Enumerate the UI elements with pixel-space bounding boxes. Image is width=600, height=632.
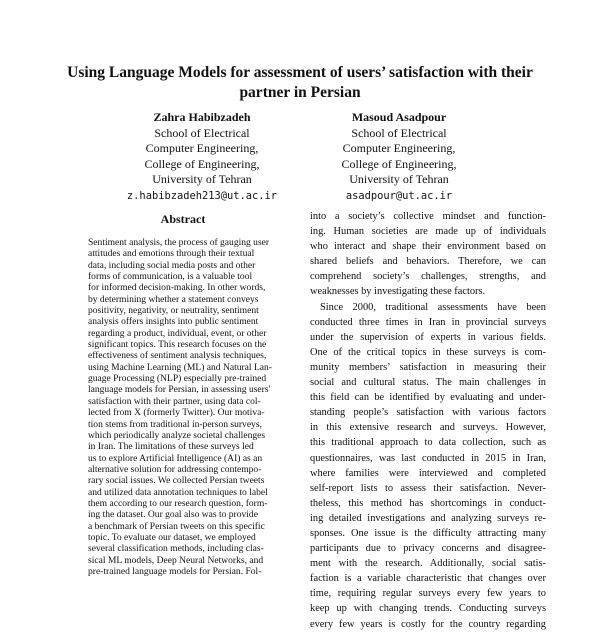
author-affiliation-line: School of Electrical: [154, 125, 250, 140]
abstract-line: sical ML models, Deep Neural Networks, and: [88, 554, 264, 566]
author-affiliation-line: Computer Engineering,: [342, 141, 456, 155]
body-line: theless, this method has shortcomings in conduct-: [310, 497, 546, 509]
abstract-line: us to explore Artificial Intelligence (AI) as an: [88, 452, 263, 464]
abstract-line: forms of communication, is a valuable tool: [88, 271, 253, 283]
author-affiliation-line: School of Electrical: [351, 125, 447, 140]
author-email: asadpour@ut.ac.ir: [345, 189, 453, 202]
abstract-line: alternative solution for addressing contempo-: [88, 463, 262, 475]
title-line: partner in Persian: [239, 84, 361, 101]
abstract-line: using Machine Learning (ML) and Natural Lan-: [88, 361, 272, 373]
author-name: Masoud Asadpour: [351, 110, 447, 124]
author-block: [112, 110, 292, 204]
body-line: sponses. One issue is the difficulty attracting many: [310, 527, 546, 539]
abstract-line: attitudes and emotions through their textual: [88, 248, 255, 260]
body-line: ment with the research. Additionally, social satis-: [310, 558, 546, 570]
abstract-line: analysis offers insights into public sentiment: [88, 316, 259, 328]
author-affiliation-line: College of Engineering,: [144, 156, 260, 171]
body-line: conducted three times in Iran in provincial surveys: [310, 316, 546, 328]
abstract-line: a benchmark of Persian tweets on this specific: [88, 520, 265, 532]
body-line: this field can be identified by evaluating and under-: [310, 392, 546, 404]
abstract-line: in Iran. The limitations of these surveys led: [88, 441, 254, 453]
author-affiliation-line: Computer Engineering,: [145, 141, 259, 155]
abstract-line: for informed decision-making. In other words,: [88, 282, 266, 294]
body-line: under the supervision of experts in various fields.: [310, 331, 546, 343]
body-line: where families were interviewed and completed: [310, 467, 546, 479]
author-block: [309, 110, 489, 204]
body-line: weaknesses by investigating these factors.: [310, 286, 486, 298]
body-line: social and cultural status. The main challenges in: [310, 377, 546, 389]
abstract-line: guage Processing (NLP) especially pre-trained: [88, 373, 267, 385]
body-line: questionnaires, was last conducted in 2015 in Iran,: [310, 452, 546, 464]
author-affiliation-line: University of Tehran: [349, 172, 449, 186]
body-line: ing. Human societies are made up of individuals: [310, 226, 546, 238]
body-line: in this extensive research and surveys. However,: [310, 422, 546, 434]
body-line: this traditional approach to data collection, such as: [310, 437, 546, 449]
body-line: participants due to privacy concerns and disagree-: [310, 543, 546, 555]
body-line: munity members’ satisfaction in measuring their: [310, 361, 546, 373]
author-email: z.habibzadeh213@ut.ac.ir: [126, 189, 278, 202]
abstract-line: rary social issues. We collected Persian tweets: [88, 475, 265, 487]
title-line: Using Language Models for assessment of users’ satisfaction with their: [67, 64, 533, 81]
body-line: Since 2000, traditional assessments have been: [320, 301, 546, 313]
abstract-line: and utilized data annotation techniques to label: [88, 486, 268, 498]
abstract-heading: Abstract: [160, 212, 206, 226]
body-line: faction is a variable characteristic that changes over: [310, 573, 546, 585]
abstract-line: positivity, negativity, or neutrality, sentiment: [88, 305, 259, 317]
author-affiliation-line: University of Tehran: [152, 172, 252, 186]
body-line: One of the critical topics in these surveys is com-: [310, 346, 546, 358]
abstract-line: regarding a product, individual, event, or other: [88, 327, 267, 339]
abstract-line: by determining whether a statement conveys: [88, 293, 259, 305]
body-line: every few years is costly for the country regarding: [310, 618, 546, 630]
body-line: into a society’s collective mindset and function-: [310, 211, 546, 222]
abstract-line: lected from X (formerly Twitter). Our motiva-: [88, 407, 265, 419]
author-affiliation-line: College of Engineering,: [341, 156, 457, 171]
paper-title: [60, 63, 540, 103]
abstract-line: Sentiment analysis, the process of gauging user: [88, 237, 270, 248]
body-line: standing people’s satisfaction with various factors: [310, 407, 546, 419]
body-line: keep up with changing trends. Conducting surveys: [310, 603, 546, 615]
abstract-line: satisfaction with their partner, using data col-: [88, 395, 261, 407]
abstract-line: language models for Persian, in assessing users': [88, 384, 271, 396]
abstract-line: ing the dataset. Our goal also was to provide: [88, 509, 258, 521]
body-line: ing detailed investigations and analyzing surveys re-: [310, 512, 546, 524]
abstract-line: tion stems from traditional in-person surveys,: [88, 418, 262, 430]
abstract-body: [88, 237, 278, 577]
body-line: shared beliefs and behaviors. Therefore, we can: [310, 256, 546, 268]
abstract-line: which periodically analyze societal challenges: [88, 429, 266, 441]
author-name: Zahra Habibzadeh: [153, 110, 251, 124]
abstract-line: significant topics. This research focuses on the: [88, 339, 267, 351]
abstract-line: pre-trained language models for Persian. Fol-: [88, 565, 262, 577]
body-line: self-report lists to assess their satisfaction. Never-: [310, 482, 546, 494]
body-line: comprehend society’s challenges, strengths, and: [310, 271, 546, 283]
body-line: time, requiring regular surveys every few years to: [310, 588, 546, 600]
abstract-line: them according to our research question, form-: [88, 497, 268, 509]
abstract-line: several classification methods, including clas-: [88, 543, 264, 555]
body-column: [310, 209, 546, 632]
body-line: who interact and shape their environment based on: [310, 241, 546, 253]
abstract-line: effectiveness of sentiment analysis techniques,: [88, 350, 267, 362]
abstract-line: data, including social media posts and other: [88, 259, 256, 271]
abstract-line: topic. To evaluate our dataset, we employed: [88, 531, 256, 543]
